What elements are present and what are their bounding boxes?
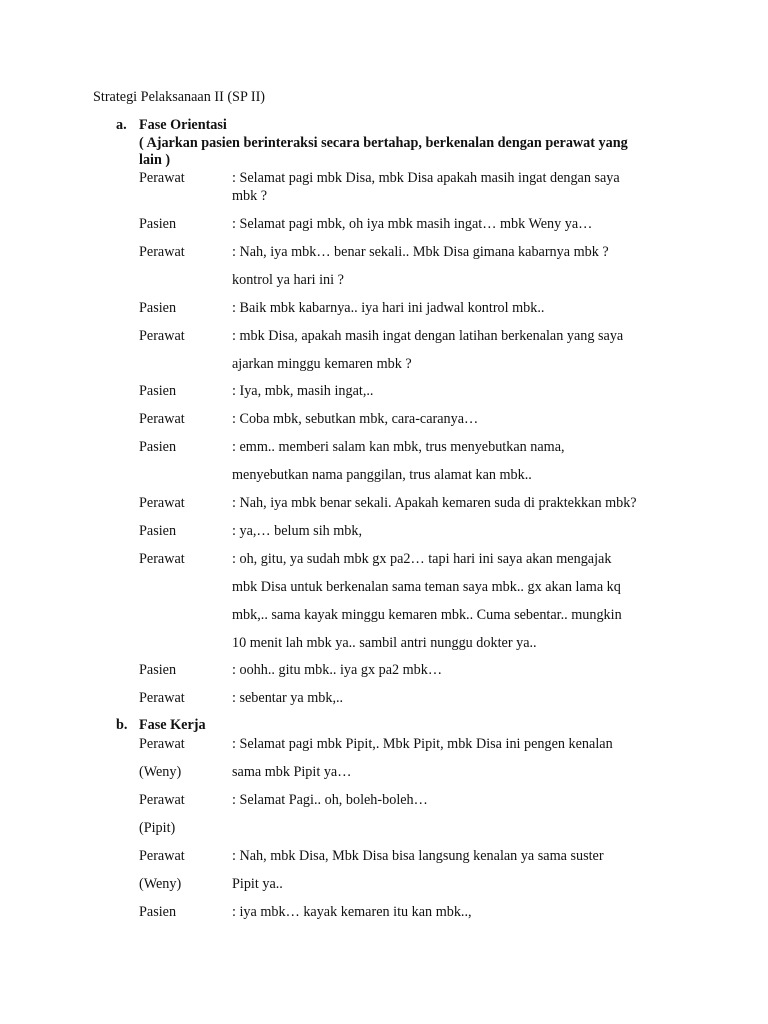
speaker-label: Perawat (139, 848, 185, 864)
dialogue-line: : sebentar ya mbk,.. (232, 690, 344, 706)
dialogue-line: : Selamat Pagi.. oh, boleh-boleh… (232, 792, 428, 808)
dialogue-line: : Iya, mbk, masih ingat,.. (232, 383, 374, 399)
speaker-label-detail: (Pipit) (139, 820, 176, 836)
speaker-label: Perawat (139, 244, 185, 260)
section-b-marker: b. (116, 717, 128, 733)
speaker-label: Pasien (139, 383, 177, 399)
section-b-heading: Fase Kerja (139, 717, 206, 733)
dialogue-line: mbk,.. sama kayak minggu kemaren mbk.. Cuma sebentar.. mungkin (232, 607, 622, 623)
dialogue-line: menyebutkan nama panggilan, trus alamat kan mbk.. (232, 467, 532, 483)
dialogue-line: kontrol ya hari ini ? (232, 272, 344, 288)
section-a-subheading: ( Ajarkan pasien berinteraksi secara bertahap, berkenalan dengan perawat yang (139, 135, 628, 151)
dialogue-line: : ya,… belum sih mbk, (232, 523, 363, 539)
document-title: Strategi Pelaksanaan II (SP II) (93, 89, 266, 105)
speaker-label: Pasien (139, 216, 177, 232)
dialogue-line: : emm.. memberi salam kan mbk, trus menyebutkan nama, (232, 439, 565, 455)
dialogue-line: Pipit ya.. (232, 876, 283, 892)
speaker-label: Perawat (139, 170, 185, 186)
speaker-label: Perawat (139, 328, 185, 344)
speaker-label: Pasien (139, 904, 177, 920)
dialogue-line: : oh, gitu, ya sudah mbk gx pa2… tapi hari ini saya akan mengajak (232, 551, 612, 567)
dialogue-line: mbk ? (232, 188, 268, 204)
dialogue-line: : Nah, iya mbk… benar sekali.. Mbk Disa gimana kabarnya mbk ? (232, 244, 609, 260)
dialogue-line: sama mbk Pipit ya… (232, 764, 352, 780)
dialogue-line: : Selamat pagi mbk Disa, mbk Disa apakah masih ingat dengan saya (232, 170, 620, 186)
dialogue-line: mbk Disa untuk berkenalan sama teman saya mbk.. gx akan lama kq (232, 579, 621, 595)
dialogue-line: : iya mbk… kayak kemaren itu kan mbk.., (232, 904, 472, 920)
dialogue-line: : Coba mbk, sebutkan mbk, cara-caranya… (232, 411, 479, 427)
dialogue-line: : Nah, mbk Disa, Mbk Disa bisa langsung kenalan ya sama suster (232, 848, 604, 864)
section-a-heading: Fase Orientasi (139, 117, 227, 133)
speaker-label: Pasien (139, 439, 177, 455)
speaker-label: Perawat (139, 411, 185, 427)
speaker-label: Perawat (139, 495, 185, 511)
speaker-label: Perawat (139, 690, 185, 706)
dialogue-line: ajarkan minggu kemaren mbk ? (232, 356, 412, 372)
speaker-label: Pasien (139, 662, 177, 678)
speaker-label: Pasien (139, 300, 177, 316)
dialogue-line: : oohh.. gitu mbk.. iya gx pa2 mbk… (232, 662, 443, 678)
dialogue-line: : Baik mbk kabarnya.. iya hari ini jadwal kontrol mbk.. (232, 300, 545, 316)
dialogue-line: : Nah, iya mbk benar sekali. Apakah kemaren suda di praktekkan mbk? (232, 495, 637, 511)
speaker-label-detail: (Weny) (139, 764, 182, 780)
speaker-label: Perawat (139, 792, 185, 808)
dialogue-line: 10 menit lah mbk ya.. sambil antri nunggu dokter ya.. (232, 635, 537, 651)
dialogue-line: : Selamat pagi mbk Pipit,. Mbk Pipit, mbk Disa ini pengen kenalan (232, 736, 613, 752)
speaker-label: Perawat (139, 736, 185, 752)
section-a-subheading-cont: lain ) (139, 152, 171, 168)
dialogue-line: : mbk Disa, apakah masih ingat dengan latihan berkenalan yang saya (232, 328, 624, 344)
dialogue-line: : Selamat pagi mbk, oh iya mbk masih ingat… mbk Weny ya… (232, 216, 593, 232)
speaker-label: Pasien (139, 523, 177, 539)
speaker-label: Perawat (139, 551, 185, 567)
section-a-marker: a. (116, 117, 127, 133)
speaker-label-detail: (Weny) (139, 876, 182, 892)
